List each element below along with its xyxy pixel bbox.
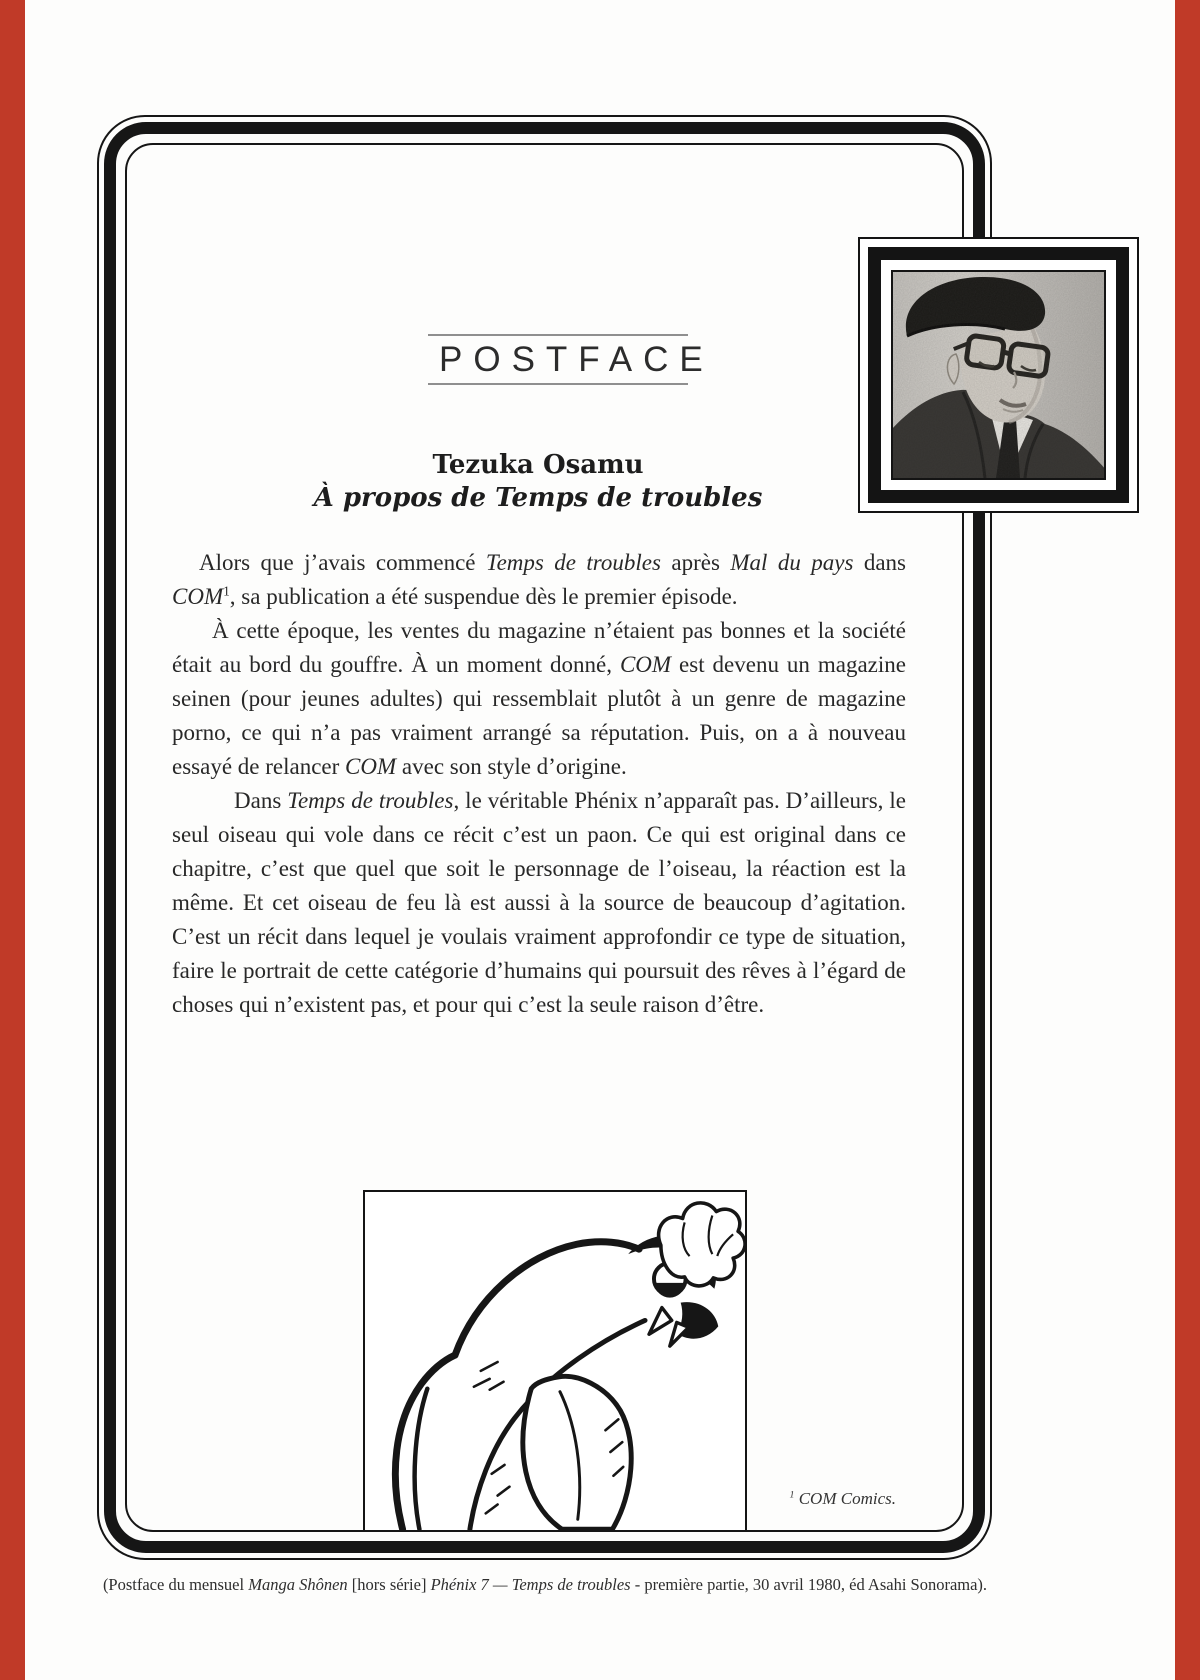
author-photo-frame (858, 237, 1139, 513)
book-cover-edge-right (1175, 0, 1200, 1680)
essay-body (172, 546, 906, 1022)
page-title: POSTFACE (439, 340, 714, 379)
essay-title: À propos de Temps de troubles (313, 483, 763, 513)
author-name: Tezuka Osamu (432, 450, 644, 480)
book-cover-edge-left (0, 0, 25, 1680)
paragraph-3: Dans Temps de troubles, le véritable Phénix n’apparaît pas. D’ailleurs, le seul oiseau qui vole dans ce récit c’est un paon. Ce qui est original dans ce chapitre, c’est que quel que soit le personnage de l’oiseau, la réaction est la même. Et cet oiseau de feu là est aussi à la source de beaucoup d’agitation. C’est un récit dans lequel je voulais vraiment approfondir ce type de situation, faire le portrait de cette catégorie d’humains qui poursuit des rêves à l’égard de choses qui n’existent pas, et pour qui c’est la seule raison d’être. (172, 788, 906, 1017)
title-rule-bottom (428, 383, 688, 385)
chapter-heading (170, 449, 906, 515)
photo-frame-thick-border (868, 247, 1129, 503)
postface-title-block (428, 334, 714, 385)
author-photo (891, 270, 1106, 480)
tezuka-portrait-photo (893, 272, 1104, 478)
publication-caption: (Postface du mensuel Manga Shônen [hors série] Phénix 7 — Temps de troubles - première partie, 30 avril 1980, éd Asahi Sonorama). (102, 1575, 988, 1594)
paragraph-1: Alors que j’avais commencé Temps de troubles après Mal du pays dans COM$^1$, sa publication a été suspendue dès le premier épisode. (172, 550, 906, 609)
phoenix-bird-drawing (365, 1192, 745, 1530)
phoenix-drawing-box (363, 1190, 747, 1530)
footnote: $^1$ COM Comics. (789, 1489, 896, 1508)
paragraph-2: À cette époque, les ventes du magazine n’étaient pas bonnes et la société était au bord du gouffre. À un moment donné, COM est devenu un magazine seinen (pour jeunes adultes) qui ressemblait plutôt à un genre de magazine porno, ce qui n’a pas vraiment arrangé sa réputation. Puis, on a à nouveau essayé de relancer COM avec son style d’origine. (172, 618, 906, 779)
